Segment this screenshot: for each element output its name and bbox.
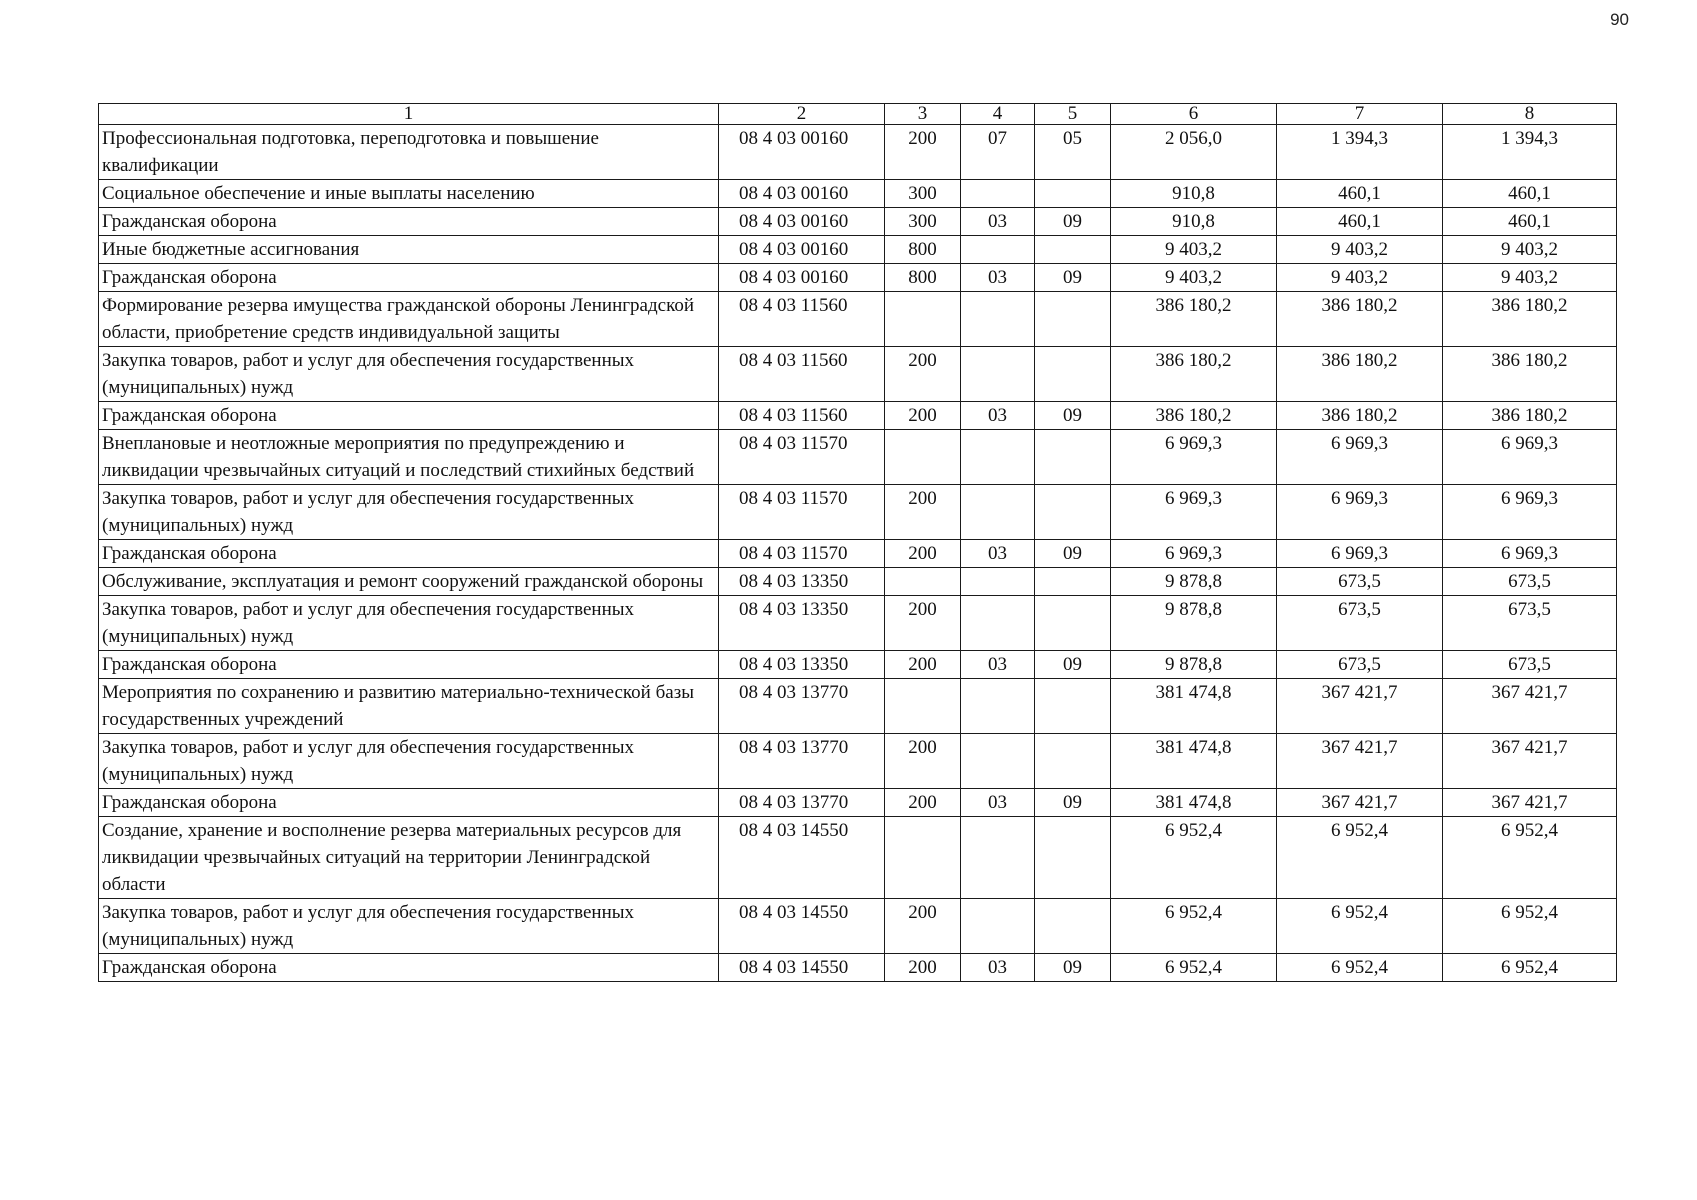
table-row xyxy=(99,264,1617,292)
row-section: 03 xyxy=(961,954,1035,982)
row-section xyxy=(961,236,1035,264)
row-subsection xyxy=(1035,679,1111,734)
row-amount-col8: 367 421,7 xyxy=(1443,679,1617,734)
row-subsection xyxy=(1035,485,1111,540)
row-amount-col6: 6 969,3 xyxy=(1111,540,1277,568)
row-amount-col8: 386 180,2 xyxy=(1443,402,1617,430)
row-subsection xyxy=(1035,596,1111,651)
row-subsection xyxy=(1035,347,1111,402)
row-expense-type xyxy=(885,679,961,734)
table-row xyxy=(99,789,1617,817)
row-expense-type: 300 xyxy=(885,208,961,236)
row-name: Профессиональная подготовка, переподготовка и повышение квалификации xyxy=(99,125,719,180)
row-amount-col6: 386 180,2 xyxy=(1111,292,1277,347)
table-row xyxy=(99,125,1617,180)
page-number: 90 xyxy=(1610,10,1629,29)
table-row xyxy=(99,208,1617,236)
row-name: Социальное обеспечение и иные выплаты населению xyxy=(99,180,719,208)
row-subsection xyxy=(1035,236,1111,264)
row-amount-col8: 9 403,2 xyxy=(1443,264,1617,292)
row-name: Создание, хранение и восполнение резерва материальных ресурсов для ликвидации чрезвычайных ситуаций на территории Ленинградской области xyxy=(99,817,719,899)
row-target-code: 08 4 03 11570 xyxy=(719,540,885,568)
row-subsection: 09 xyxy=(1035,264,1111,292)
row-amount-col8: 673,5 xyxy=(1443,596,1617,651)
table-row xyxy=(99,651,1617,679)
row-name: Гражданская оборона xyxy=(99,789,719,817)
row-expense-type xyxy=(885,568,961,596)
table-row xyxy=(99,954,1617,982)
row-name: Гражданская оборона xyxy=(99,651,719,679)
row-subsection: 09 xyxy=(1035,954,1111,982)
row-amount-col7: 6 969,3 xyxy=(1277,540,1443,568)
table-row xyxy=(99,430,1617,485)
row-amount-col6: 9 878,8 xyxy=(1111,568,1277,596)
budget-table-container xyxy=(98,103,1616,982)
row-amount-col8: 6 952,4 xyxy=(1443,817,1617,899)
row-amount-col7: 460,1 xyxy=(1277,180,1443,208)
row-amount-col7: 367 421,7 xyxy=(1277,789,1443,817)
row-amount-col8: 386 180,2 xyxy=(1443,347,1617,402)
row-subsection xyxy=(1035,292,1111,347)
row-amount-col8: 673,5 xyxy=(1443,651,1617,679)
row-name: Гражданская оборона xyxy=(99,402,719,430)
row-name: Закупка товаров, работ и услуг для обеспечения государственных (муниципальных) нужд xyxy=(99,485,719,540)
table-row xyxy=(99,236,1617,264)
header-col-5: 5 xyxy=(1035,104,1111,125)
row-subsection xyxy=(1035,430,1111,485)
table-row xyxy=(99,485,1617,540)
row-section xyxy=(961,817,1035,899)
row-amount-col8: 460,1 xyxy=(1443,208,1617,236)
row-amount-col8: 1 394,3 xyxy=(1443,125,1617,180)
row-amount-col7: 386 180,2 xyxy=(1277,292,1443,347)
row-target-code: 08 4 03 13770 xyxy=(719,679,885,734)
row-expense-type: 200 xyxy=(885,125,961,180)
row-section: 03 xyxy=(961,264,1035,292)
table-row xyxy=(99,568,1617,596)
row-name: Иные бюджетные ассигнования xyxy=(99,236,719,264)
row-section xyxy=(961,180,1035,208)
row-amount-col6: 2 056,0 xyxy=(1111,125,1277,180)
table-row xyxy=(99,899,1617,954)
table-row xyxy=(99,347,1617,402)
row-target-code: 08 4 03 00160 xyxy=(719,208,885,236)
row-amount-col7: 367 421,7 xyxy=(1277,679,1443,734)
row-expense-type: 800 xyxy=(885,236,961,264)
row-amount-col7: 673,5 xyxy=(1277,651,1443,679)
row-amount-col7: 9 403,2 xyxy=(1277,264,1443,292)
row-name: Внеплановые и неотложные мероприятия по предупреждению и ликвидации чрезвычайных ситуаций и последствий стихийных бедствий xyxy=(99,430,719,485)
row-subsection: 09 xyxy=(1035,402,1111,430)
row-section xyxy=(961,734,1035,789)
row-amount-col7: 673,5 xyxy=(1277,568,1443,596)
row-amount-col6: 386 180,2 xyxy=(1111,402,1277,430)
row-target-code: 08 4 03 14550 xyxy=(719,817,885,899)
row-name: Гражданская оборона xyxy=(99,264,719,292)
row-section xyxy=(961,679,1035,734)
row-expense-type: 200 xyxy=(885,540,961,568)
row-amount-col8: 673,5 xyxy=(1443,568,1617,596)
row-name: Обслуживание, эксплуатация и ремонт сооружений гражданской обороны xyxy=(99,568,719,596)
row-amount-col6: 6 969,3 xyxy=(1111,430,1277,485)
row-amount-col7: 6 969,3 xyxy=(1277,430,1443,485)
row-amount-col6: 6 952,4 xyxy=(1111,899,1277,954)
table-row xyxy=(99,734,1617,789)
row-amount-col6: 6 969,3 xyxy=(1111,485,1277,540)
row-amount-col8: 6 969,3 xyxy=(1443,540,1617,568)
header-row xyxy=(99,104,1617,125)
row-amount-col8: 460,1 xyxy=(1443,180,1617,208)
row-subsection: 09 xyxy=(1035,789,1111,817)
row-name: Формирование резерва имущества гражданской обороны Ленинградской области, приобретение средств индивидуальной защиты xyxy=(99,292,719,347)
row-amount-col7: 6 969,3 xyxy=(1277,485,1443,540)
row-expense-type xyxy=(885,430,961,485)
header-col-3: 3 xyxy=(885,104,961,125)
header-col-2: 2 xyxy=(719,104,885,125)
table-body xyxy=(99,125,1617,982)
row-expense-type xyxy=(885,292,961,347)
row-subsection xyxy=(1035,180,1111,208)
row-expense-type: 200 xyxy=(885,899,961,954)
row-target-code: 08 4 03 13350 xyxy=(719,568,885,596)
row-amount-col6: 386 180,2 xyxy=(1111,347,1277,402)
row-section: 03 xyxy=(961,651,1035,679)
row-amount-col8: 6 952,4 xyxy=(1443,899,1617,954)
header-col-4: 4 xyxy=(961,104,1035,125)
row-amount-col8: 367 421,7 xyxy=(1443,734,1617,789)
row-section xyxy=(961,899,1035,954)
row-subsection xyxy=(1035,568,1111,596)
row-amount-col7: 386 180,2 xyxy=(1277,347,1443,402)
row-amount-col6: 381 474,8 xyxy=(1111,789,1277,817)
row-target-code: 08 4 03 00160 xyxy=(719,264,885,292)
budget-table xyxy=(98,103,1617,982)
row-amount-col7: 1 394,3 xyxy=(1277,125,1443,180)
row-amount-col6: 910,8 xyxy=(1111,180,1277,208)
row-section xyxy=(961,596,1035,651)
row-target-code: 08 4 03 11560 xyxy=(719,292,885,347)
header-col-8: 8 xyxy=(1443,104,1617,125)
row-subsection: 09 xyxy=(1035,208,1111,236)
row-section xyxy=(961,347,1035,402)
row-section: 03 xyxy=(961,540,1035,568)
row-name: Закупка товаров, работ и услуг для обеспечения государственных (муниципальных) нужд xyxy=(99,899,719,954)
row-amount-col8: 9 403,2 xyxy=(1443,236,1617,264)
row-target-code: 08 4 03 00160 xyxy=(719,236,885,264)
row-amount-col6: 381 474,8 xyxy=(1111,679,1277,734)
row-subsection: 09 xyxy=(1035,540,1111,568)
row-amount-col6: 910,8 xyxy=(1111,208,1277,236)
table-row xyxy=(99,402,1617,430)
row-section xyxy=(961,430,1035,485)
row-name: Закупка товаров, работ и услуг для обеспечения государственных (муниципальных) нужд xyxy=(99,734,719,789)
row-name: Гражданская оборона xyxy=(99,540,719,568)
row-expense-type: 200 xyxy=(885,347,961,402)
row-amount-col6: 9 878,8 xyxy=(1111,651,1277,679)
row-section: 03 xyxy=(961,402,1035,430)
row-amount-col6: 381 474,8 xyxy=(1111,734,1277,789)
row-name: Гражданская оборона xyxy=(99,954,719,982)
row-section: 03 xyxy=(961,208,1035,236)
row-expense-type: 200 xyxy=(885,485,961,540)
row-subsection xyxy=(1035,899,1111,954)
row-amount-col8: 386 180,2 xyxy=(1443,292,1617,347)
row-expense-type: 800 xyxy=(885,264,961,292)
header-col-1: 1 xyxy=(99,104,719,125)
row-amount-col7: 6 952,4 xyxy=(1277,954,1443,982)
row-amount-col6: 9 403,2 xyxy=(1111,264,1277,292)
table-row xyxy=(99,292,1617,347)
row-section xyxy=(961,485,1035,540)
row-target-code: 08 4 03 11560 xyxy=(719,347,885,402)
row-expense-type: 200 xyxy=(885,651,961,679)
row-target-code: 08 4 03 13350 xyxy=(719,651,885,679)
row-amount-col6: 9 878,8 xyxy=(1111,596,1277,651)
header-col-6: 6 xyxy=(1111,104,1277,125)
row-amount-col6: 6 952,4 xyxy=(1111,817,1277,899)
table-row xyxy=(99,540,1617,568)
row-expense-type: 200 xyxy=(885,734,961,789)
row-amount-col7: 386 180,2 xyxy=(1277,402,1443,430)
row-target-code: 08 4 03 14550 xyxy=(719,954,885,982)
row-expense-type: 200 xyxy=(885,596,961,651)
row-amount-col7: 460,1 xyxy=(1277,208,1443,236)
row-target-code: 08 4 03 13770 xyxy=(719,789,885,817)
row-amount-col8: 6 969,3 xyxy=(1443,430,1617,485)
row-expense-type xyxy=(885,817,961,899)
row-target-code: 08 4 03 11560 xyxy=(719,402,885,430)
row-amount-col7: 673,5 xyxy=(1277,596,1443,651)
row-subsection: 09 xyxy=(1035,651,1111,679)
row-expense-type: 200 xyxy=(885,402,961,430)
row-section: 07 xyxy=(961,125,1035,180)
row-subsection xyxy=(1035,817,1111,899)
row-section xyxy=(961,568,1035,596)
row-expense-type: 200 xyxy=(885,954,961,982)
row-name: Гражданская оборона xyxy=(99,208,719,236)
row-target-code: 08 4 03 11570 xyxy=(719,485,885,540)
row-target-code: 08 4 03 13350 xyxy=(719,596,885,651)
table-row xyxy=(99,596,1617,651)
row-subsection: 05 xyxy=(1035,125,1111,180)
row-target-code: 08 4 03 00160 xyxy=(719,125,885,180)
row-target-code: 08 4 03 14550 xyxy=(719,899,885,954)
row-section: 03 xyxy=(961,789,1035,817)
row-target-code: 08 4 03 00160 xyxy=(719,180,885,208)
row-amount-col8: 367 421,7 xyxy=(1443,789,1617,817)
row-name: Закупка товаров, работ и услуг для обеспечения государственных (муниципальных) нужд xyxy=(99,596,719,651)
row-amount-col7: 9 403,2 xyxy=(1277,236,1443,264)
row-amount-col7: 6 952,4 xyxy=(1277,899,1443,954)
table-row xyxy=(99,679,1617,734)
row-name: Мероприятия по сохранению и развитию материально-технической базы государственных учреждений xyxy=(99,679,719,734)
row-amount-col6: 9 403,2 xyxy=(1111,236,1277,264)
row-amount-col7: 6 952,4 xyxy=(1277,817,1443,899)
header-col-7: 7 xyxy=(1277,104,1443,125)
table-row xyxy=(99,180,1617,208)
row-subsection xyxy=(1035,734,1111,789)
table-row xyxy=(99,817,1617,899)
row-expense-type: 300 xyxy=(885,180,961,208)
row-amount-col6: 6 952,4 xyxy=(1111,954,1277,982)
row-amount-col7: 367 421,7 xyxy=(1277,734,1443,789)
row-expense-type: 200 xyxy=(885,789,961,817)
row-target-code: 08 4 03 13770 xyxy=(719,734,885,789)
row-target-code: 08 4 03 11570 xyxy=(719,430,885,485)
row-section xyxy=(961,292,1035,347)
row-amount-col8: 6 952,4 xyxy=(1443,954,1617,982)
row-name: Закупка товаров, работ и услуг для обеспечения государственных (муниципальных) нужд xyxy=(99,347,719,402)
row-amount-col8: 6 969,3 xyxy=(1443,485,1617,540)
